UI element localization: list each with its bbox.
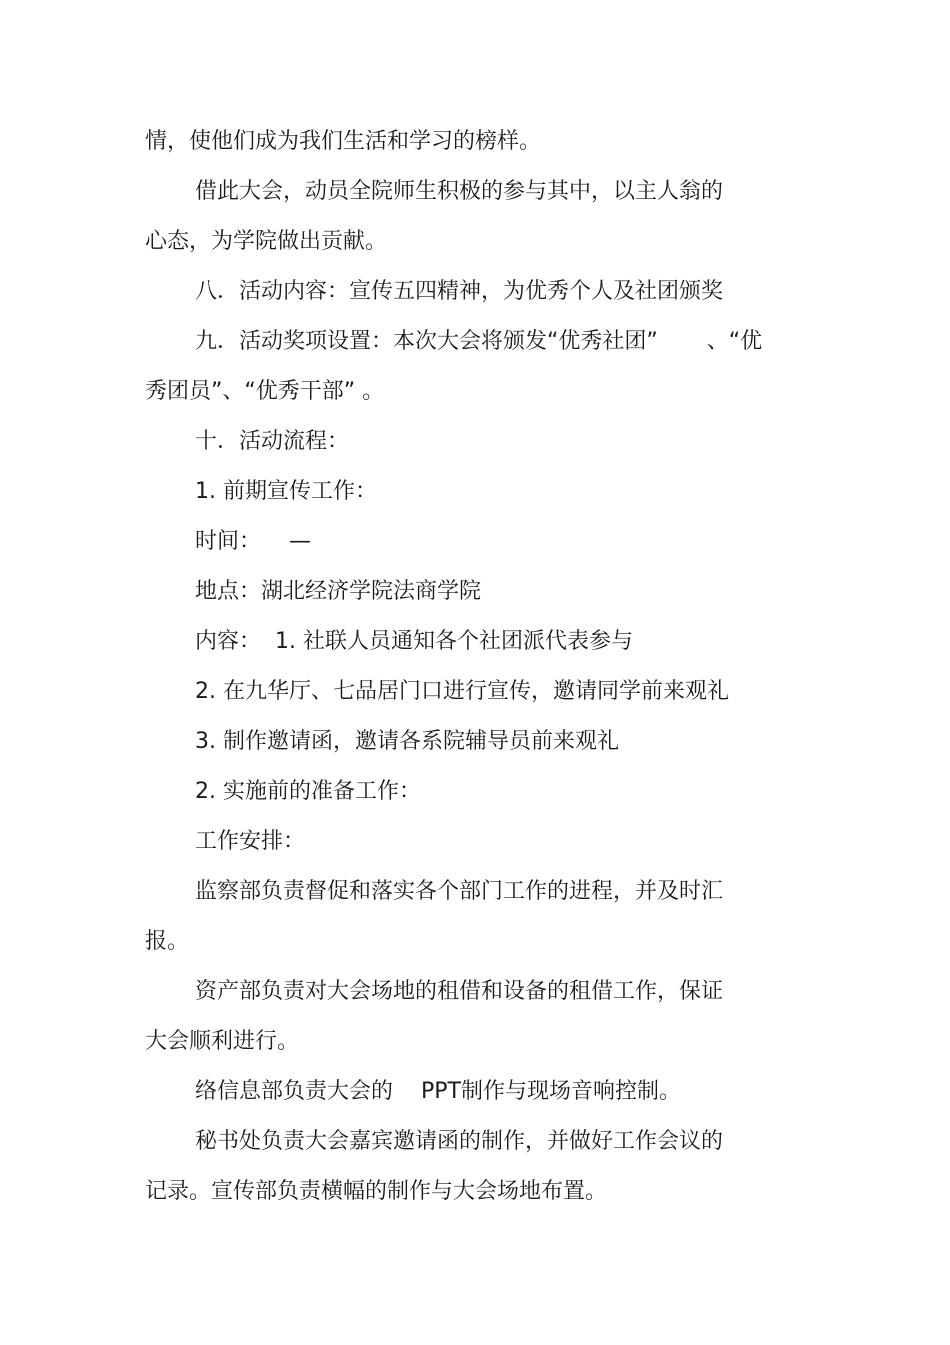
paragraph-line: 心态，为学院做出贡献。: [145, 229, 388, 254]
paragraph-line: 报。: [145, 929, 190, 954]
section-heading-10: 十．活动流程：: [195, 429, 350, 454]
paragraph-line: 秀团员”、“优秀干部” 。: [145, 379, 385, 404]
subsection-heading: 1. 前期宣传工作：: [195, 479, 377, 504]
list-item: 3. 制作邀请函，邀请各系院辅导员前来观礼: [195, 729, 619, 754]
paragraph-line: 秘书处负责大会嘉宾邀请函的制作，并做好工作会议的: [195, 1129, 724, 1154]
paragraph-line: 大会顺利进行。: [145, 1029, 300, 1054]
paragraph-line: 借此大会，动员全院师生积极的参与其中，以主人翁的: [195, 179, 724, 204]
section-heading-8: 八．活动内容：宣传五四精神，为优秀个人及社团颁奖: [195, 279, 724, 304]
location-line: 地点：湖北经济学院法商学院: [195, 579, 482, 604]
paragraph-line: 络信息部负责大会的 PPT制作与现场音响控制。: [195, 1079, 681, 1104]
paragraph-line: 监察部负责督促和落实各个部门工作的进程，并及时汇: [195, 879, 724, 904]
section-heading-9: 九．活动奖项设置：本次大会将颁发“优秀社团” 、“优: [195, 329, 763, 354]
subsection-heading: 2. 实施前的准备工作：: [195, 779, 421, 804]
time-line: 时间： —: [195, 529, 311, 554]
content-line: 内容： 1. 社联人员通知各个社团派代表参与: [195, 629, 633, 654]
list-item: 2. 在九华厅、七品居门口进行宣传，邀请同学前来观礼: [195, 679, 729, 704]
paragraph-line: 资产部负责对大会场地的租借和设备的租借工作，保证: [195, 979, 724, 1004]
paragraph-line: 情，使他们成为我们生活和学习的榜样。: [145, 129, 542, 154]
work-arrangement-label: 工作安排：: [195, 829, 306, 854]
paragraph-line: 记录。宣传部负责横幅的制作与大会场地布置。: [145, 1179, 608, 1204]
